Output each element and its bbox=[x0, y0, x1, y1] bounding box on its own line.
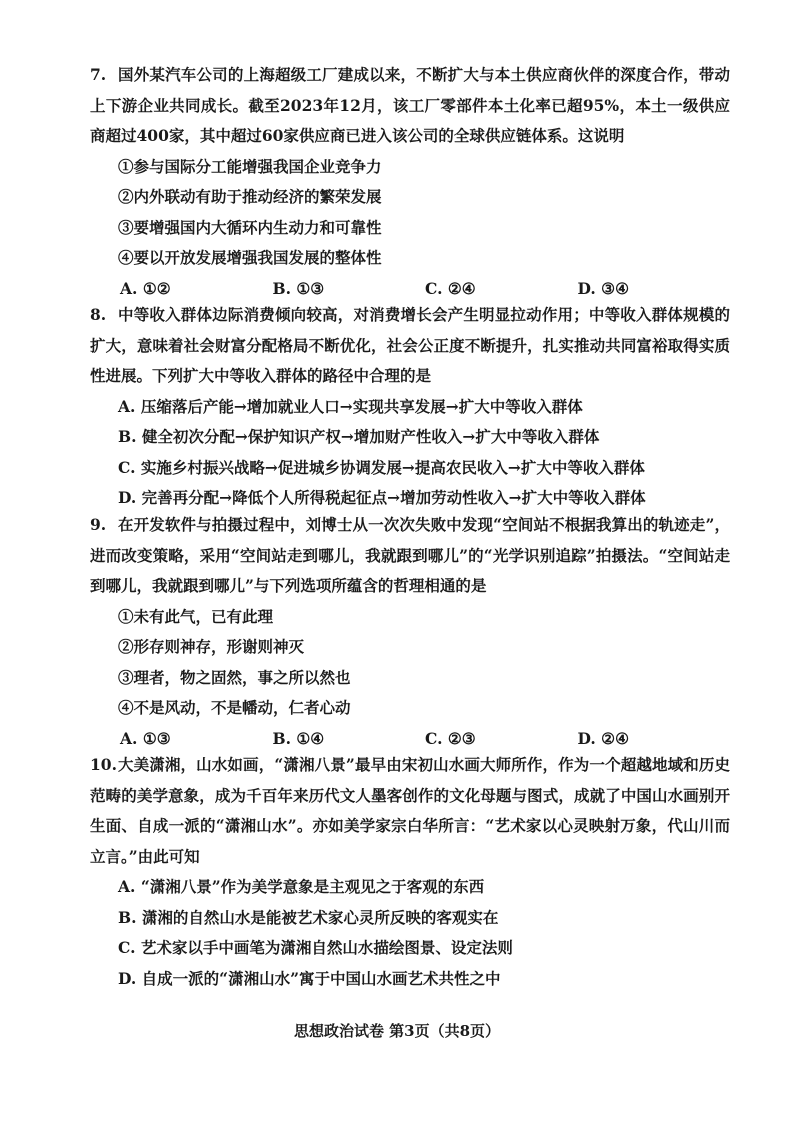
choice-b: B. 健全初次分配→保护知识产权→增加财产性收入→扩大中等收入群体 bbox=[118, 427, 600, 446]
option-d: D. ②④ bbox=[577, 728, 629, 748]
option-a: A. ①② bbox=[120, 278, 171, 298]
option-d: D. ③④ bbox=[577, 278, 629, 298]
statement: ①参与国际分工能增强我国企业竞争力 bbox=[118, 156, 382, 176]
question-stem: 大美潇湘，山水如画，“潇湘八景”最早由宋初山水画大师所作，作为一个超越地域和历史范畴的美学意象，成为千百年来历代文人墨客创作的文化母题与图式，成就了中国山水画别开生面、自成一派的“潇湘山水”。亦如美学家宗白华所言：“艺术家以心灵映射万象，代山川而立言。”由此可知 bbox=[90, 755, 730, 866]
question-number: 7. bbox=[90, 65, 107, 84]
choice-c: C. 艺术家以手中画笔为潇湘自然山水描绘图景、设定法则 bbox=[118, 938, 513, 957]
statement: ②形存则神存，形谢则神灭 bbox=[118, 637, 305, 656]
question-7 bbox=[90, 60, 730, 304]
question-stem: 国外某汽车公司的上海超级工厂建成以来，不断扩大与本土供应商伙伴的深度合作，带动上下游企业共同成长。截至2023年12月，该工厂零部件本土化率已超95%，本土一级供应商超过400家，其中超过60家供应商已进入该公司的全球供应链体系。这说明 bbox=[90, 65, 730, 145]
option-c: C. ②③ bbox=[425, 728, 476, 748]
statement: ②内外联动有助于推动经济的繁荣发展 bbox=[118, 187, 382, 206]
question-8 bbox=[90, 300, 730, 514]
option-b: B. ①④ bbox=[272, 728, 325, 748]
choice-a: A. “潇湘八景”作为美学意象是主观见之于客观的东西 bbox=[118, 877, 485, 896]
choice-a: A. 压缩落后产能→增加就业人口→实现共享发展→扩大中等收入群体 bbox=[118, 396, 583, 416]
choice-d: D. 自成一派的“潇湘山水”寓于中国山水画艺术共性之中 bbox=[118, 968, 501, 988]
option-b: B. ①③ bbox=[272, 278, 325, 298]
question-number: 8. bbox=[90, 305, 107, 324]
question-stem: 中等收入群体边际消费倾向较高，对消费增长会产生明显拉动作用；中等收入群体规模的扩大，意味着社会财富分配格局不断优化，社会公正度不断提升，扎实推动共同富裕取得实质性进展。下列扩大中等收入群体的路径中合理的是 bbox=[90, 305, 730, 385]
choice-b: B. 潇湘的自然山水是能被艺术家心灵所反映的客观实在 bbox=[118, 907, 499, 927]
question-number: 9. bbox=[90, 515, 107, 534]
choice-c: C. 实施乡村振兴战略→促进城乡协调发展→提高农民收入→扩大中等收入群体 bbox=[118, 457, 645, 477]
question-9 bbox=[90, 510, 730, 754]
page-footer: 思想政治试卷 第3页（共8页） bbox=[293, 1022, 501, 1040]
statement: ③理者，物之固然，事之所以然也 bbox=[118, 667, 351, 687]
choice-d: D. 完善再分配→降低个人所得税起征点→增加劳动性收入→扩大中等收入群体 bbox=[118, 488, 646, 507]
question-stem: 在开发软件与拍摄过程中，刘博士从一次次失败中发现“空间站不根据我算出的轨迹走”，进而改变策略，采用“空间站走到哪儿，我就跟到哪儿”的“光学识别追踪”拍摄法。“空间站走到哪儿，我就跟到哪儿”与下列选项所蕴含的哲理相通的是 bbox=[90, 515, 730, 595]
statement: ①未有此气，已有此理 bbox=[118, 606, 274, 626]
question-10 bbox=[90, 750, 730, 994]
question-number: 10. bbox=[90, 755, 117, 774]
statement: ③要增强国内大循环内生动力和可靠性 bbox=[118, 217, 382, 237]
statement: ④不是风动，不是幡动，仁者心动 bbox=[118, 698, 351, 717]
option-c: C. ②④ bbox=[425, 278, 476, 298]
option-a: A. ①③ bbox=[120, 728, 171, 748]
statement: ④要以开放发展增强我国发展的整体性 bbox=[118, 248, 382, 267]
